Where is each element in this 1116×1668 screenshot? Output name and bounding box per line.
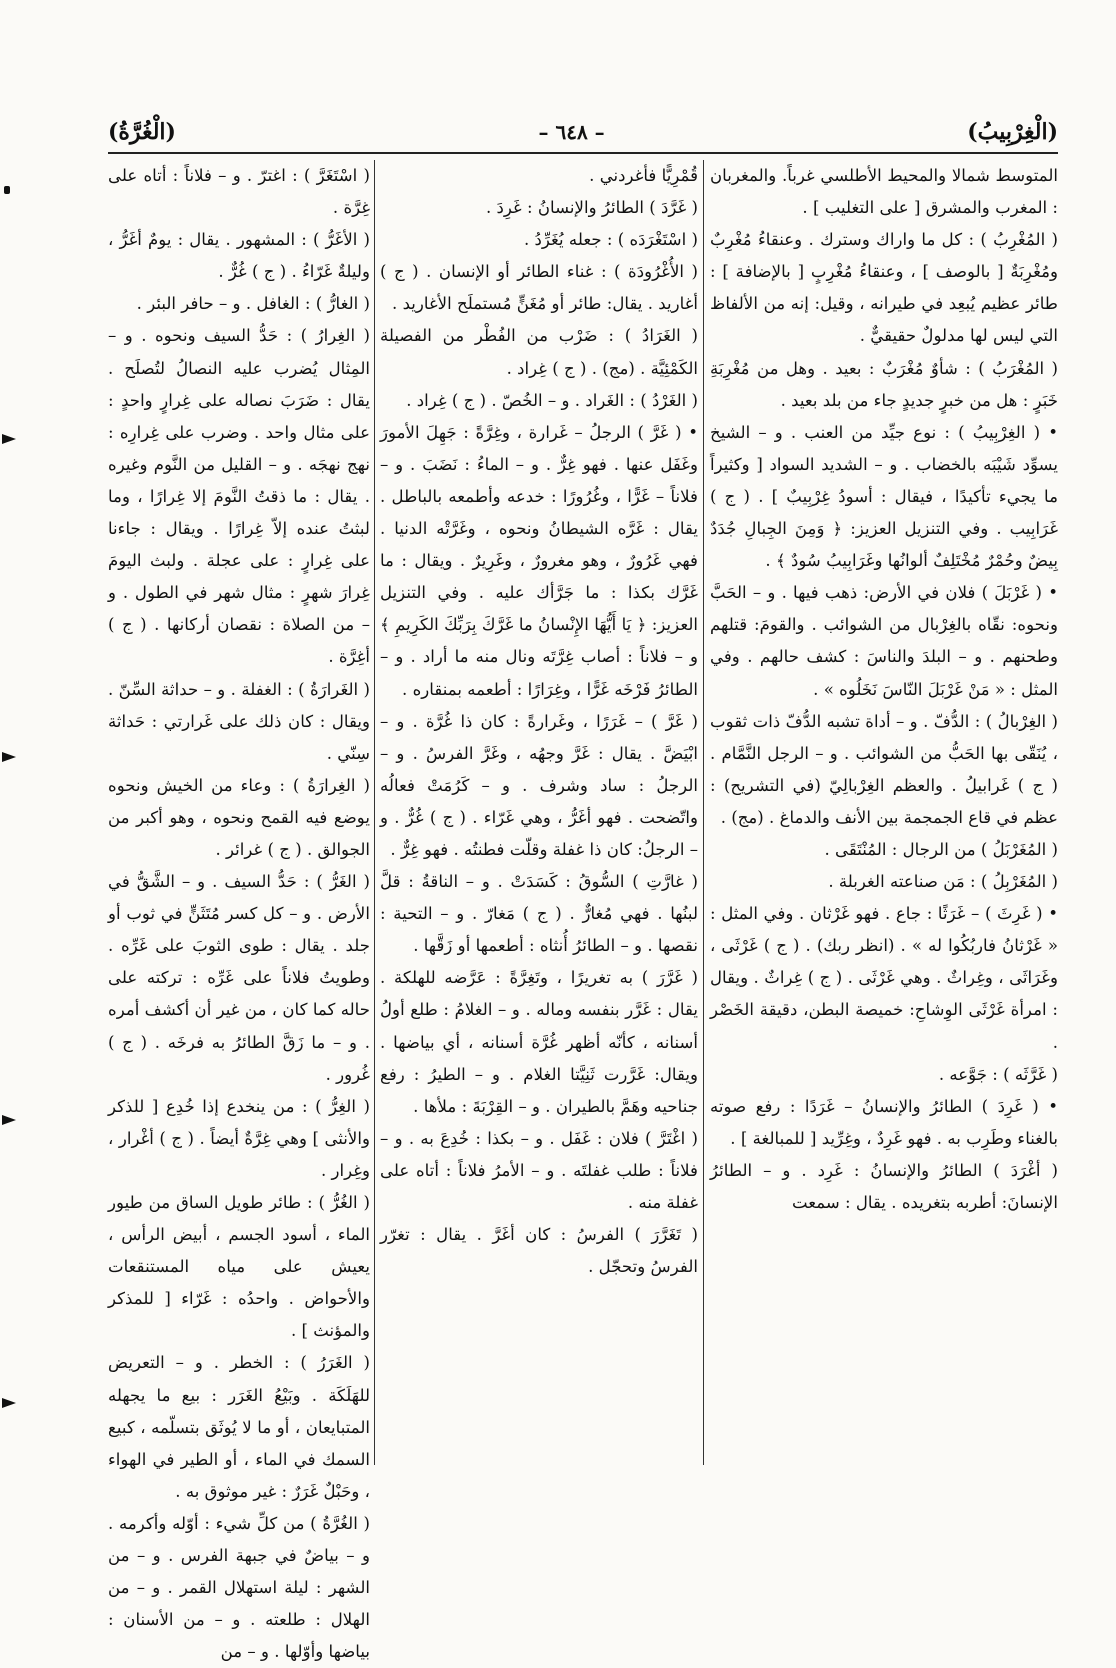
page-number: – ٦٤٨ –	[538, 120, 605, 144]
header-right-entry: (الْغِرْبِيبُ)	[967, 119, 1058, 145]
margin-mark	[2, 1115, 16, 1125]
dictionary-entry: • ( الغِرْبِيبُ ) : نوع جيِّد من العنب . و – الشيخ يسوِّد شَيْبَه بالخضاب . و – الشديد السواد [ وكثيراً ما يجيء تأكيدًا ، فيقال : أسودُ غِرْبِيبٌ ] . ( ج ) غَرَابِيب . وفي التنزيل العزيز: ﴿ وَمِنَ الجِبالِ جُدَدٌ بِيضٌ وحُمْرٌ مُخْتَلِفٌ ألوانُها وغَرَابِيبُ سُودٌ ﴾ .	[710, 422, 1058, 571]
margin-mark	[2, 434, 16, 444]
dictionary-entry: قُمْرِيًّا فأغردني .	[589, 166, 698, 185]
header-rule	[108, 152, 1058, 154]
dictionary-entry: ( الغُرَّةُ ) من كلِّ شيء : أوّله وأكرمه . و – بياضٌ في جبهة الفرس . و – من الشهر : ليلة استهلال القمر . و – من الهلال : طلعته . و – من الأسنان : بياضها وأوّلها . و – من	[108, 1513, 370, 1662]
dictionary-entry: ( غَرَّ ) – غَرَرًا ، وغَرارةً : كان ذا غُرَّة . و – ابْيَضَّ . يقال : غَرَّ وجهُه ، وغَرَّ الفرسُ . و – الرجلُ : ساد وشرف . و – كَرُمَتْ فعالُه واتّضحت . فهو أغَرُّ ، وهي غَرّاء . ( ج ) غُرٌّ . و – الرجلُ: كان ذا غفلة وقلّت فطنتُه . فهو غِرٌّ .	[380, 711, 698, 859]
dictionary-entry: ( غَرَّرَ ) به تغريرًا ، وتَغِرَّةً : عَرَّضه للهلكة . يقال : غَرَّر بنفسه وماله . و – الغلامُ : طلع أولُ أسنانه ، كأنّه أظهر غُرَّة أسنانه ، أي بياضها . ويقال: غَرَّرت ثَنِيَّتا الغلام . و – الطيرُ : رفع جناحيه وهَمَّ بالطيران . و – القِرْبَةَ : ملأها .	[380, 968, 698, 1116]
margin-mark	[2, 1398, 16, 1408]
dictionary-entry: ( اسْتَغَرَّ ) : اغترّ . و – فلاناً : أتاه على غِرَّة .	[108, 166, 370, 218]
dictionary-entry: • ( غَرِدَ ) الطائرُ والإنسانُ – غَرَدًا : رفع صوته بالغناء وطَرِب به . فهو غَرِدٌ ، وغِرِّيد [ للمبالغة ] .	[710, 1096, 1058, 1148]
dictionary-entry: • ( غَرِثَ ) – غَرَثًا : جاع . فهو غَرْثان . وفي المثل : « غَرْثانُ فاربُكُوا له » . (انظر ربك) . ( ج ) غَرْثَى ، وغَرَاثَى ، وغِراثٌ . وهي غَرْثَى . ( ج ) غِراثٌ . ويقال : امرأة غَرْثَى الوِشاحِ: خميصة البطن، دقيقة الخَصْر .	[710, 904, 1058, 1052]
dictionary-entry: ( المُغْرَبُ ) : شأوٌ مُغْرَبٌ : بعيد . وهل من مُغْرِبَةِ خَبَرٍ : هل من خبرٍ جديدٍ جاء من بلد بعيد .	[710, 358, 1058, 410]
dictionary-entry: ( غَرَّثَه ) : جَوَّعه .	[938, 1064, 1058, 1084]
dictionary-entry: ( أغْرَدَ ) الطائرُ والإنسانُ : غَرِد . و – الطائرُ الإنسانَ: أطربه بتغريده . يقال : سمعت	[710, 1160, 1058, 1212]
dictionary-entry: ( اسْتَغْرَدَه ) : جعله يُغَرِّدُ .	[523, 230, 698, 250]
column-left	[108, 160, 370, 1662]
page-header	[108, 112, 1058, 152]
dictionary-entry: ( الغِرارُ ) : حَدُّ السيف ونحوه . و – المِثال يُضرب عليه النصالُ لتُصلَح . يقال : ضَرَبَ نصاله على غِرارٍ واحدٍ : على مثال واحد . وضرب على غِرارِه : نهج نهجَه . و – القليل من النَّوم وغيره . يقال : ما ذقتُ النَّومَ إلا غِرارًا ، وما لبثتُ عنده إلاّ غِرارًا . ويقال : جاءنا على غِرارٍ : على عجلة . ولبث اليومَ غِرارَ شهرٍ : مثال شهر في الطول . و – من الصلاة : نقصان أركانها . ( ج ) أغِرَّة .	[108, 326, 370, 667]
dictionary-entry: ( الغَرْدُ ) : الغَراد . و – الخُصّ . ( ج ) غِراد .	[406, 390, 698, 410]
dictionary-entry: ( الغَرُّ ) : حَدُّ السيف . و – الشَّقُّ في الأرض . و – كل كسر مُتَثَنٍّ في ثوب أو جلد . يقال : طوى الثوبَ على غَرِّه . وطويتُ فلاناً على غَرِّه : تركته على حاله كما كان ، من غير أن أكشف أمره . و – ما زَقَّ الطائرُ به فرخَه . ( ج ) غُرور .	[108, 872, 370, 1084]
dictionary-entry: ( المُغَرْبِلُ ) : مَن صناعته الغربلة .	[828, 872, 1058, 892]
dictionary-entry: ( المُغَرْبَلُ ) من الرجال : المُنْتَقَى .	[824, 839, 1058, 859]
column-right	[710, 160, 1058, 1465]
dictionary-entry: ( الغارُّ ) : الغافل . و – حافر البئر .	[136, 294, 370, 314]
column-middle	[380, 160, 698, 1465]
dictionary-entry: ( الأغَرُّ ) : المشهور . يقال : يومٌ أغَرُّ ، وليلةٌ غَرّاءُ . ( ج ) غُرٌّ .	[108, 230, 370, 282]
dictionary-entry: • ( غَرْبَلَ ) فلان في الأرض: ذهب فيها . و – الحَبَّ ونحوه: نقّاه بالغِرْبال من الشوائب . والقومَ: قتلهم وطحنهم . و – البلدَ والناسَ : كشف حالهم . وفي المثل : « مَنْ غَرْبَلَ النّاسَ نَخَلُوه » .	[710, 583, 1058, 699]
dictionary-entry: ( المُغْرِبُ ) : كل ما واراك وسترك . وعنقاءُ مُغْرِبٌ ومُغْرِبَةٌ [ بالوصف ] ، وعنقاءُ مُغْرِبٍ [ بالإضافة ] : طائر عظيم يُبعِد في طيرانه ، وقيل: إنه من الألفاظ التي ليس لها مدلولٌ حقيقيٌّ .	[710, 230, 1058, 346]
margin-mark	[2, 752, 16, 762]
dictionary-entry: ( الغُرُّ ) : طائر طويل الساق من طيور الماء ، أسود الجسم ، أبيض الرأس ، يعيش على مياه المستنقعات والأحواض . واحدُه : غَرّاء [ للمذكر والمؤنث ] .	[108, 1193, 370, 1341]
dictionary-entry: ( غَرَّدَ ) الطائرُ والإنسانُ : غَرِدَ .	[485, 198, 698, 218]
header-left-entry: (الْغُرَّةُ)	[108, 119, 176, 145]
dictionary-entry: المتوسط شمالا والمحيط الأطلسي غرباً. والمغربان : المغرب والمشرق [ على التغليب ] .	[710, 166, 1058, 218]
dictionary-entry: ( الأُغْرُودَة ) : غناء الطائر أو الإنسان . ( ج ) أغاريد . يقال: طائر أو مُغَنٍّ مُستملَح الأغاريد .	[380, 262, 698, 314]
column-divider-right	[703, 160, 704, 1465]
dictionary-entry: ( الغِرُّ ) : من ينخدع إذا خُدِع [ للذكر والأنثى ] وهي غِرَّةٌ أيضاً . ( ج ) أغْرار ، وغِرار .	[108, 1096, 370, 1180]
margin-mark	[4, 186, 10, 194]
dictionary-entry: ( الغَرارَةُ ) : الغفلة . و – حداثة السِّنّ . ويقال : كان ذلك على غَرارتي : حَداثة سِنّي .	[108, 679, 370, 763]
dictionary-entry: ( اغْتَرَّ ) فلان : غَفَل . و – بكذا : خُدِعَ به . و – فلاناً : طلب غفلتَه . و – الأمرُ فلاناً : أتاه على غفلة منه .	[380, 1128, 698, 1212]
dictionary-entry: ( تَغَرَّرَ ) الفرسُ : كان أغَرَّ . يقال : تغرّر الفرسُ وتحجّل .	[380, 1225, 698, 1277]
dictionary-entry: ( الغِرارَةُ ) : وعاء من الخيش ونحوه يوضع فيه القمح ونحوه ، وهو أكبر من الجوالق . ( ج ) غرائر .	[108, 775, 370, 859]
dictionary-entry: • ( غَرَّ ) الرجلُ – غَرارة ، وغِرَّةً : جَهِلَ الأمورَ وغَفَل عنها . فهو غِرٌّ . و – الماءُ : نَضَبَ . و – فلاناً – غَرًّا ، وغُرُورًا : خدعه وأطمعه بالباطل . يقال : غَرَّه الشيطانُ ونحوه ، وغَرَّتْه الدنيا . فهي غَرُورٌ ، وهو مغرورٌ ، وغَرِيرٌ . ويقال : ما غَرَّك بكذا : ما جَرَّأك عليه . وفي التنزيل العزيز: ﴿ يَا أَيُّهَا الإِنْسانُ ما غَرَّكَ بِرَبِّكَ الكَرِيمِ ﴾ و – فلاناً : أصاب غِرَّتَه ونال منه ما أراد . و – الطائرُ فَرْخَه غَرًّا ، وغِرَارًا : أطعمه بمنقاره .	[380, 422, 698, 699]
dictionary-entry: ( الغَرَادُ ) : ضَرْب من الفُطْر من الفصيلة الكَمْئِيَّة . (مج) . ( ج ) غِراد .	[380, 326, 698, 378]
dictionary-entry: ( الغَرَرُ ) : الخطر . و – التعريض للهَلَكَة . وبَيْعُ الغَرَر : بيع ما يجهله المتبايعان ، أو ما لا يُوثَق بتسلّمه ، كبيع السمك في الماء ، أو الطير في الهواء ، وحَبْلٌ غَرَرٌ : غير موثوق به .	[108, 1353, 370, 1501]
dictionary-entry: ( الغِرْبالُ ) : الدُّفّ . و – أداة تشبه الدُّفّ ذات ثقوب ، يُنَقّى بها الحَبُّ من الشوائب . و – الرجل النَّمَّام . ( ج ) غَرابيلُ . والعظم الغِرْبالِيّ (في التشريح) : عظم في قاع الجمجمة بين الأنف والدماغ . (مج) .	[710, 711, 1058, 827]
dictionary-entry: ( غارَّتِ ) السُّوقُ : كَسَدَتْ . و – الناقةُ : قلَّ لبنُها . فهي مُغارٌّ . ( ج ) مَغارّ . و – التحية : نقصها . و – الطائرُ أُنثاه : أطعمها أو زَقَّها .	[380, 872, 698, 956]
column-divider-left	[374, 160, 375, 1465]
